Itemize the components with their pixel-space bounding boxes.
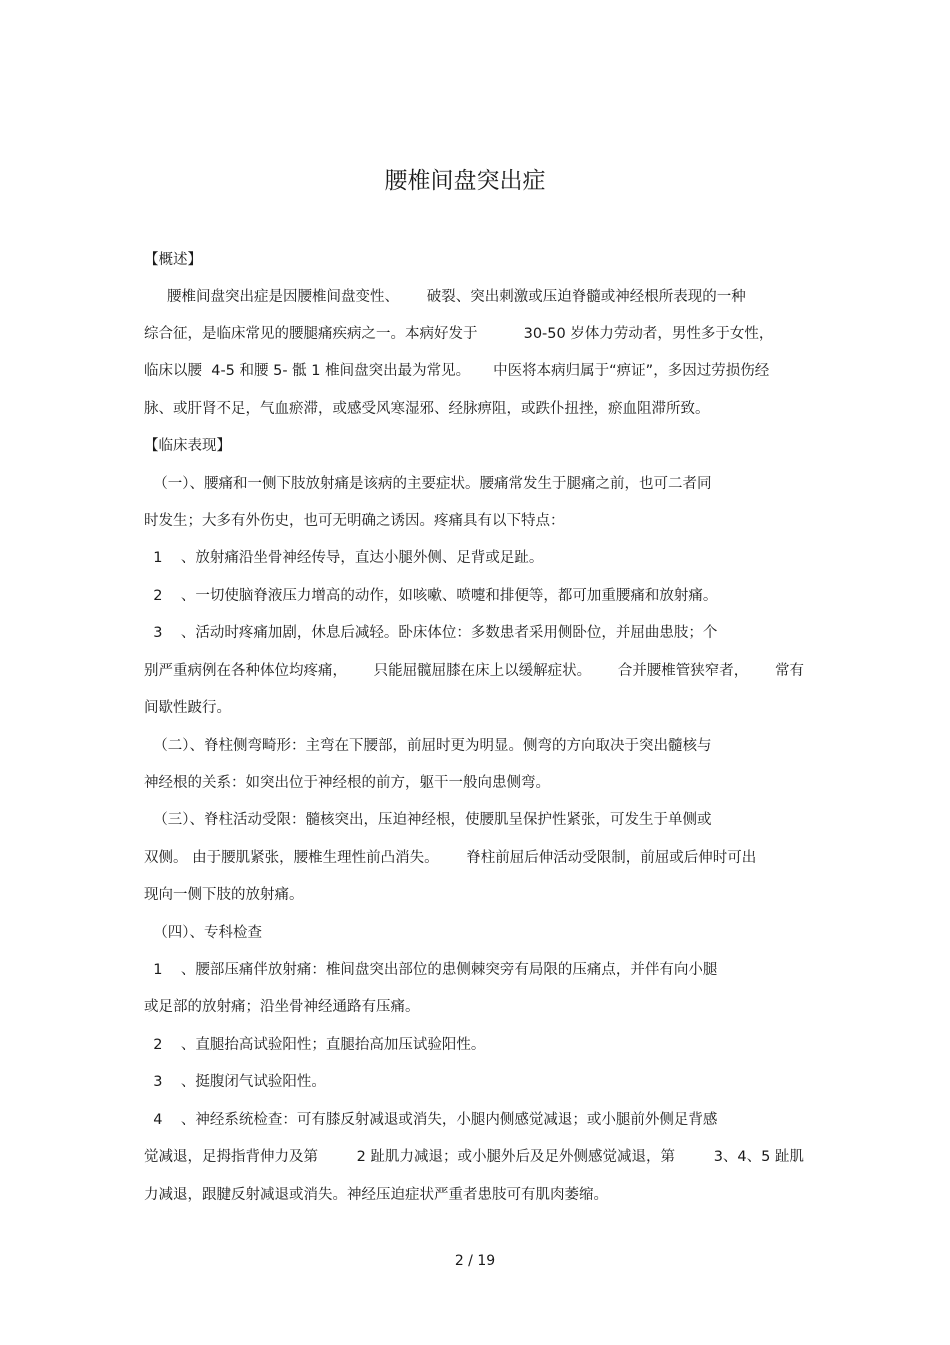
paragraph-line: 脉、或肝肾不足，气血瘀滞，或感受风寒湿邪、经脉痹阻，或跌仆扭挫，瘀血阻滞所致。 <box>144 401 710 417</box>
paragraph-line: 双侧。 由于腰肌紧张，腰椎生理性前凸消失。 脊柱前屈后伸活动受限制，前屈或后伸时可出 <box>144 850 757 866</box>
paragraph-line: （一）、腰痛和一侧下肢放射痛是该病的主要症状。腰痛常发生于腿痛之前，也可二者同 <box>144 476 712 492</box>
list-item: 3 、挺腹闭气试验阳性。 <box>144 1074 326 1090</box>
text-segment: 常有 <box>774 663 804 679</box>
paragraph-line: 神经根的关系：如突出位于神经根的前方，躯干一般向患侧弯。 <box>144 775 550 791</box>
list-item: 2 、一切使脑脊液压力增高的动作，如咳嗽、喷嚏和排便等，都可加重腰痛和放射痛。 <box>144 588 718 604</box>
list-item: 1 、放射痛沿坐骨神经传导，直达小腿外侧、足背或足趾。 <box>144 550 544 566</box>
document-title: 腰椎间盘突出症 <box>384 168 546 194</box>
paragraph-line: 临床以腰 4-5 和腰 5- 骶 1 椎间盘突出最为常见。 中医将本病归属于“痹证”，多因过劳损伤经 <box>144 363 770 379</box>
paragraph-line: 综合征，是临床常见的腰腿痛疾病之一。本病好发于 30-50 岁体力劳动者，男性多于女性， <box>144 326 774 342</box>
paragraph-line: 间歇性跛行。 <box>144 700 231 716</box>
text-segment: 觉减退，足拇指背伸力及第 <box>144 1149 318 1165</box>
list-item: 4 、神经系统检查：可有膝反射减退或消失，小腿内侧感觉减退；或小腿前外侧足背感 <box>144 1112 718 1128</box>
paragraph-line: 力减退，跟腱反射减退或消失。神经压迫症状严重者患肢可有肌肉萎缩。 <box>144 1187 608 1203</box>
paragraph-line-justified <box>144 1147 804 1167</box>
text-segment: 2 趾肌力减退；或小腿外后及足外侧感觉减退，第 <box>356 1149 676 1165</box>
text-segment: 别严重病例在各种体位均疼痛， <box>144 663 347 679</box>
section-heading-overview: 【概述】 <box>144 252 202 268</box>
paragraph-line: （三）、脊柱活动受限：髓核突出，压迫神经根，使腰肌呈保护性紧张，可发生于单侧或 <box>144 812 712 828</box>
paragraph-line: 或足部的放射痛；沿坐骨神经通路有压痛。 <box>144 999 420 1015</box>
subsection-heading: （四）、专科检查 <box>144 925 262 941</box>
text-segment: 3、4、5 趾肌 <box>713 1149 804 1165</box>
text-segment: 合并腰椎管狭窄者， <box>617 663 749 679</box>
page-number: 2 / 19 <box>454 1253 496 1269</box>
paragraph-line-justified <box>144 661 804 681</box>
list-item: 2 、直腿抬高试验阳性；直腿抬高加压试验阳性。 <box>144 1037 486 1053</box>
paragraph-line: 时发生；大多有外伤史，也可无明确之诱因。疼痛具有以下特点： <box>144 513 565 529</box>
list-item: 1 、腰部压痛伴放射痛：椎间盘突出部位的患侧棘突旁有局限的压痛点，并伴有向小腿 <box>144 962 718 978</box>
text-segment: 只能屈髋屈膝在床上以缓解症状。 <box>373 663 592 679</box>
paragraph-line: 腰椎间盘突出症是因腰椎间盘变性、 破裂、突出刺激或压迫脊髓或神经根所表现的一种 <box>144 289 746 305</box>
list-item: 3 、活动时疼痛加剧，休息后减轻。卧床体位：多数患者采用侧卧位，并屈曲患肢；个 <box>144 625 718 641</box>
paragraph-line: （二）、脊柱侧弯畸形：主弯在下腰部，前屈时更为明显。侧弯的方向取决于突出髓核与 <box>144 738 712 754</box>
paragraph-line: 现向一侧下肢的放射痛。 <box>144 887 304 903</box>
section-heading-clinical: 【临床表现】 <box>144 438 231 454</box>
